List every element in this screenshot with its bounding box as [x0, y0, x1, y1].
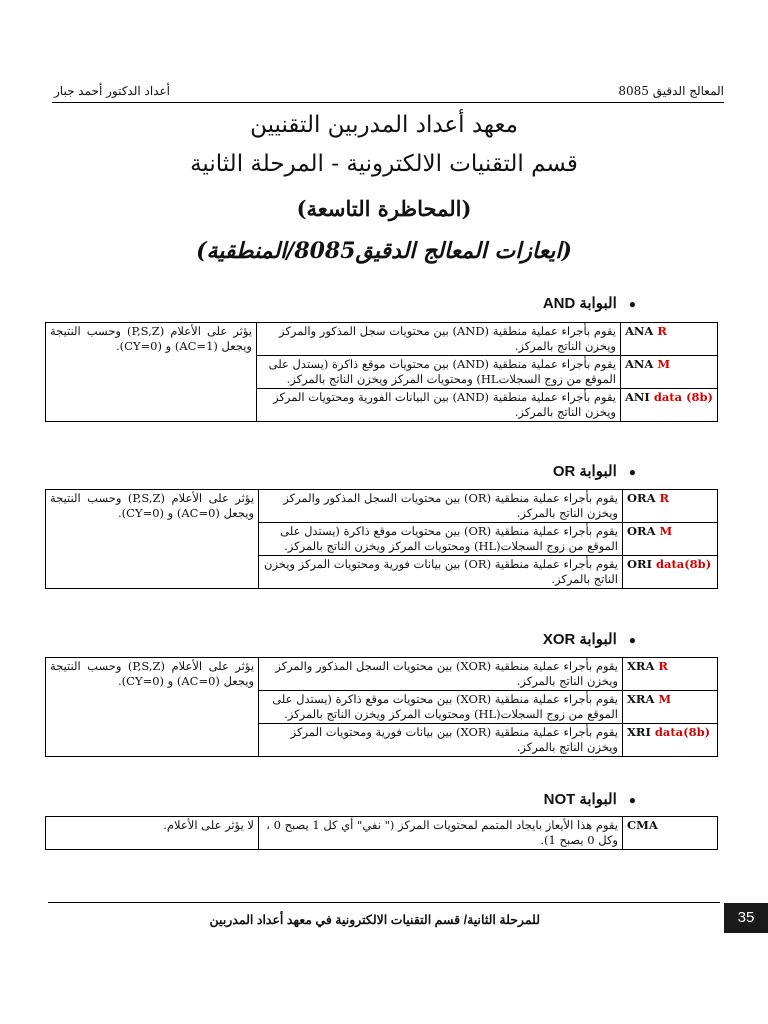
instruction-cell: ORA R [623, 490, 718, 523]
lecture-title: (المحاظرة التاسعة) [296, 196, 472, 221]
flags-cell: يؤثر على الأعلام (P,S,Z) وحسب النتيجة ويجعل (AC=0) و (CY=0). [46, 490, 259, 589]
header-author: أعداد الدكتور أحمد جبار [54, 84, 171, 98]
bullet-icon: ● [628, 297, 636, 311]
table-row [46, 490, 718, 523]
description-cell: يقوم بأجراء عملية منطقية (AND) بين البيانات الفورية ومحتويات المركز ويخزن الناتج بالمركز. [256, 389, 620, 422]
bullet-icon: ● [628, 465, 636, 479]
bullet-icon: ● [628, 633, 636, 647]
bullet-icon: ● [628, 793, 636, 807]
instruction-cell: ANI data (8b) [620, 389, 717, 422]
description-cell: يقوم هذا الأيعاز بايجاد المتمم لمحتويات المركز (" نفي" أي كل 1 يصبح 0 ، وكل 0 يصبح 1). [259, 817, 623, 850]
table-row [46, 817, 718, 850]
section-heading-not: ●البوابةNOT [543, 791, 636, 808]
instruction-cell: ORI data(8b) [623, 556, 718, 589]
footer-divider [48, 902, 720, 903]
institute-title: معهد أعداد المدربين التقنيين [250, 112, 518, 138]
instruction-cell: ANA M [620, 356, 717, 389]
footer-text: للمرحلة الثانية/ قسم التقنيات الالكترونية في معهد أعداد المدربين [209, 913, 540, 927]
description-cell: يقوم بأجراء عملية منطقية (AND) بين محتويات سجل المذكور والمركز ويخزن الناتج بالمركز. [256, 323, 620, 356]
not-instructions-table [45, 816, 718, 850]
description-cell: يقوم بأجراء عملية منطقية (AND) بين محتويات موقع ذاكرة (يستدل على الموقع من زوج السجلاتHL) ومحتويات المركز ويخزن الناتج بالمركز. [256, 356, 620, 389]
description-cell: يقوم بأجراء عملية منطقية (XOR) بين بيانات فورية ومحتويات المركز ويخزن الناتج بالمركز. [259, 724, 623, 757]
section-heading-or: ●البوابةOR [552, 463, 636, 480]
department-title: قسم التقنيات الالكترونية - المرحلة الثانية [190, 151, 578, 177]
or-instructions-table [45, 489, 718, 589]
table-row [46, 658, 718, 691]
description-cell: يقوم بأجراء عملية منطقية (OR) بين محتويات السجل المذكور والمركز ويخزن الناتج بالمركز. [259, 490, 623, 523]
instruction-cell: CMA [623, 817, 718, 850]
instruction-cell: XRA R [623, 658, 718, 691]
description-cell: يقوم بأجراء عملية منطقية (OR) بين محتويات موقع ذاكرة (يستدل على الموقع من زوج السجلات(HL) ومحتويات المركز ويخزن الناتج بالمركز. [259, 523, 623, 556]
page-number: 35 [724, 903, 768, 933]
topic-title: (ايعازات المعالج الدقيق8085/المنطقية) [196, 238, 572, 264]
page-header [52, 84, 724, 103]
description-cell: يقوم بأجراء عملية منطقية (OR) بين بيانات فورية ومحتويات المركز ويخزن الناتج بالمركز. [259, 556, 623, 589]
flags-cell: لا يؤثر على الأعلام. [46, 817, 259, 850]
instruction-cell: ORA M [623, 523, 718, 556]
header-subject: المعالج الدقيق 8085 [618, 84, 724, 98]
instruction-cell: XRA M [623, 691, 718, 724]
instruction-cell: ANA R [620, 323, 717, 356]
instruction-cell: XRI data(8b) [623, 724, 718, 757]
xor-instructions-table [45, 657, 718, 757]
section-heading-xor: ●البوابةXOR [542, 631, 636, 648]
flags-cell: يؤثر على الأعلام (P,S,Z) وحسب النتيجة ويجعل (AC=0) و (CY=0). [46, 658, 259, 757]
flags-cell: يؤثر على الأعلام (P,S,Z) وحسب النتيجة ويجعل (AC=1) و (CY=0). [46, 323, 257, 422]
description-cell: يقوم بأجراء عملية منطقية (XOR) بين محتويات السجل المذكور والمركز ويخزن الناتج بالمركز. [259, 658, 623, 691]
table-row [46, 323, 718, 356]
description-cell: يقوم بأجراء عملية منطقية (XOR) بين محتويات موقع ذاكرة (يستدل على الموقع من زوج السجلات(HL) ومحتويات المركز ويخزن الناتج بالمركز. [259, 691, 623, 724]
and-instructions-table [45, 322, 718, 422]
section-heading-and: ●البوابةAND [542, 295, 636, 312]
